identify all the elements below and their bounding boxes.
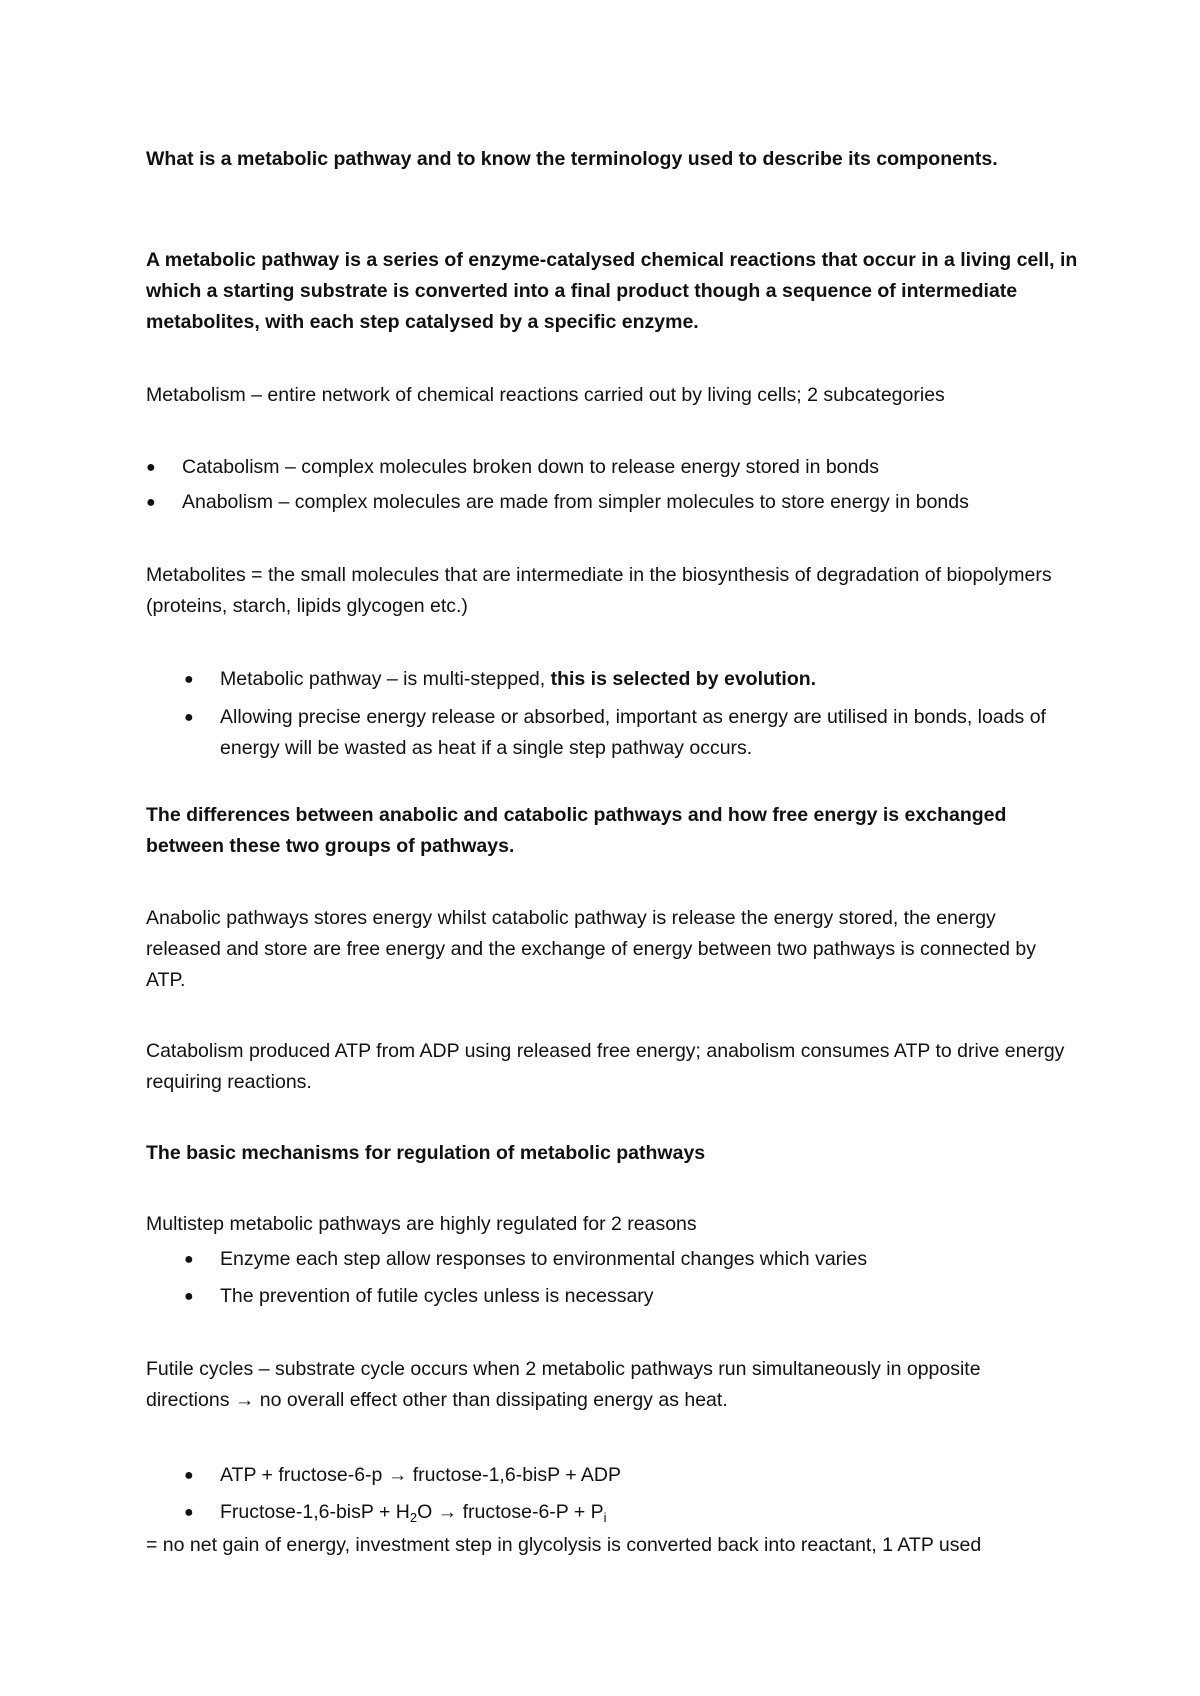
pathway-bullet-1 (184, 664, 1084, 695)
reaction-2-part2: O (417, 1501, 438, 1523)
reaction-1 (184, 1460, 1084, 1491)
bullet-icon: ● (146, 459, 156, 476)
list-item (146, 452, 1106, 483)
reaction-2-part1: Fructose-1,6-bisP + H (220, 1501, 410, 1523)
reaction-2-part3: fructose-6-P + P (457, 1501, 604, 1523)
bullet-icon: ● (184, 709, 194, 726)
heading-regulation: The basic mechanisms for regulation of metabolic pathways (146, 1142, 706, 1164)
futile-text-1: Futile cycles – substrate cycle occurs when 2 metabolic pathways run simultaneously in opposite directions (146, 1358, 981, 1411)
regulation-bullet-1: Enzyme each step allow responses to environmental changes which varies (220, 1248, 868, 1270)
catabolism-paragraph: Catabolism produced ATP from ADP using released free energy; anabolism consumes ATP to drive energy requiring reactions. (146, 1040, 1065, 1093)
regulation-bullet-2: The prevention of futile cycles unless is necessary (220, 1285, 654, 1307)
bullet-icon: ● (184, 1504, 194, 1521)
list-item (184, 664, 1084, 695)
bullet-icon: ● (184, 1288, 194, 1305)
definition-paragraph: A metabolic pathway is a series of enzyme-catalysed chemical reactions that occur in a living cell, in which a starting substrate is converted into a final product though a sequence of intermediate metabolites, with each step catalysed by a specific enzyme. (146, 249, 1078, 333)
regulation-intro: Multistep metabolic pathways are highly regulated for 2 reasons (146, 1213, 697, 1235)
bullet-icon: ● (184, 1467, 194, 1484)
list-item (184, 1244, 1084, 1275)
conclusion-line: = no net gain of energy, investment step in glycolysis is converted back into reactant, 1 ATP used (146, 1534, 982, 1556)
pathway-bullet-1-bold: this is selected by evolution. (550, 668, 817, 690)
anabolism-bullet: Anabolism – complex molecules are made from simpler molecules to store energy in bonds (182, 491, 969, 513)
anabolic-paragraph: Anabolic pathways stores energy whilst catabolic pathway is release the energy stored, the energy released and store are free energy and the exchange of energy between two pathways is connected by ATP. (146, 907, 1036, 991)
futile-cycles-paragraph (146, 1354, 1066, 1416)
list-item (184, 1281, 1084, 1312)
reaction-2-sub2: i (603, 1510, 607, 1525)
reaction-2-sub1: 2 (409, 1510, 418, 1525)
reaction-2 (184, 1497, 1084, 1528)
arrow-right-icon: → (387, 1464, 408, 1486)
list-item (184, 702, 1084, 764)
reaction-1-right: fructose-1,6-bisP + ADP (407, 1464, 622, 1486)
arrow-right-icon: → (437, 1501, 458, 1523)
list-item (146, 487, 1106, 518)
bullet-icon: ● (184, 671, 194, 688)
metabolites-paragraph: Metabolites = the small molecules that are intermediate in the biosynthesis of degradation of biopolymers (proteins, starch, lipids glycogen etc.) (146, 564, 1052, 617)
list-item (184, 1497, 1084, 1528)
reaction-1-left: ATP + fructose-6-p (220, 1464, 388, 1486)
arrow-right-icon: → (234, 1389, 255, 1411)
heading-anabolic-catabolic: The differences between anabolic and catabolic pathways and how free energy is exchanged between these two groups of pathways. (146, 804, 1007, 857)
bullet-icon: ● (184, 1251, 194, 1268)
list-item (184, 1460, 1084, 1491)
heading-metabolic-pathway: What is a metabolic pathway and to know the terminology used to describe its components. (146, 148, 998, 170)
catabolism-bullet: Catabolism – complex molecules broken down to release energy stored in bonds (182, 456, 879, 478)
pathway-bullet-1-plain: Metabolic pathway – is multi-stepped, (220, 668, 551, 690)
bullet-icon: ● (146, 494, 156, 511)
metabolism-intro: Metabolism – entire network of chemical reactions carried out by living cells; 2 subcategories (146, 384, 945, 406)
pathway-bullet-2: Allowing precise energy release or absorbed, important as energy are utilised in bonds, loads of energy will be wasted as heat if a single step pathway occurs. (220, 706, 1046, 759)
futile-text-2: no overall effect other than dissipating energy as heat. (254, 1389, 728, 1411)
